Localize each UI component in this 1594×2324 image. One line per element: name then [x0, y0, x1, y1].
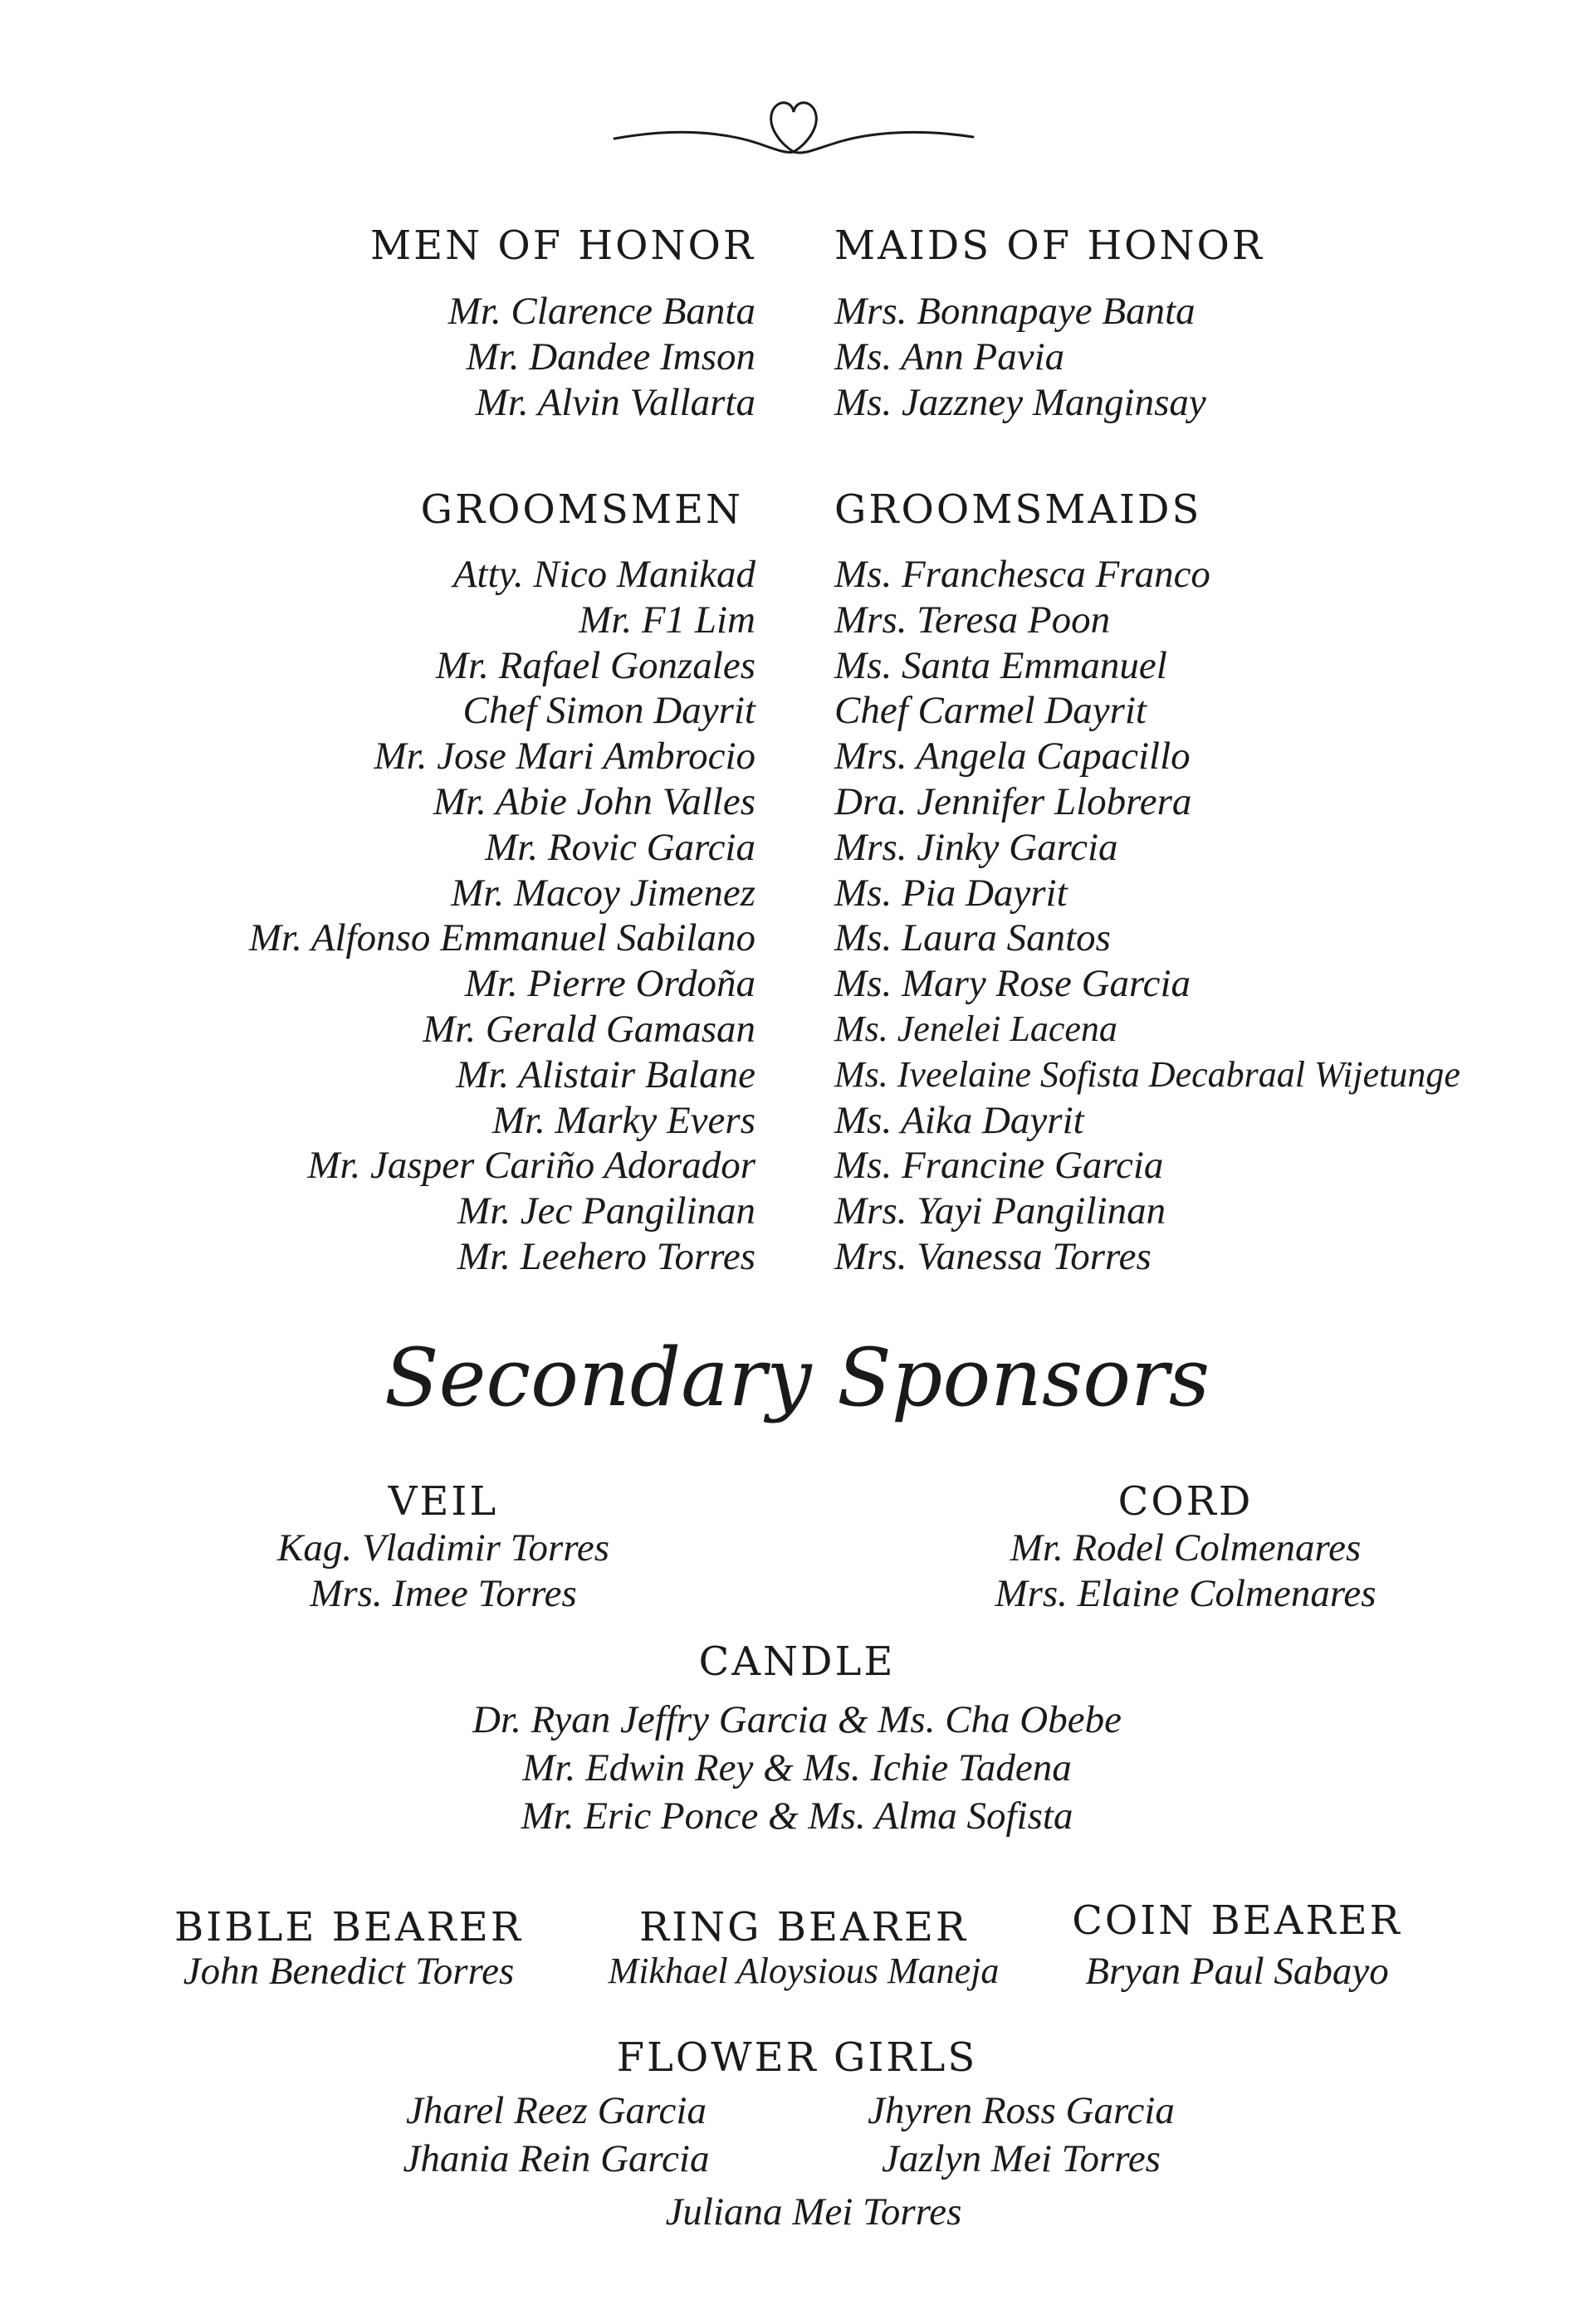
list-item: Ms. Mary Rose Garcia: [834, 962, 1191, 1006]
list-item: Mr. Alistair Balane: [456, 1052, 755, 1096]
list-item: Ms. Jazzney Manginsay: [834, 380, 1206, 424]
list-item: Mr. Abie John Valles: [433, 779, 755, 823]
heart-flourish-icon: [611, 79, 976, 170]
list-item: Dr. Ryan Jeffry Garcia & Ms. Cha Obebe: [472, 1698, 1122, 1741]
list-item: Jhyren Ross Garcia: [868, 2089, 1175, 2132]
list-item: Mr. Gerald Gamasan: [423, 1007, 755, 1051]
list-item: Mrs. Jinky Garcia: [834, 825, 1118, 869]
candle-list: [340, 1696, 1254, 1840]
men-of-honor-list: [166, 289, 755, 425]
list-item: Mrs. Elaine Colmenares: [995, 1571, 1376, 1615]
groomsmen-heading: GROOMSMEN: [420, 486, 743, 533]
list-item: Mr. Alvin Vallarta: [475, 380, 755, 424]
list-item: Mr. Rodel Colmenares: [1010, 1526, 1362, 1570]
list-item: Ms. Laura Santos: [834, 916, 1111, 960]
bible-bearer-heading: BIBLE BEARER: [174, 1904, 523, 1950]
list-item: Kag. Vladimir Torres: [276, 1526, 610, 1570]
list-item: Mr. Macoy Jimenez: [451, 871, 755, 915]
list-item: Mr. Leehero Torres: [457, 1234, 755, 1278]
maids-of-honor-list: [834, 289, 1565, 425]
list-item: Mr. Eric Ponce & Ms. Alma Sofista: [521, 1794, 1073, 1838]
list-item: Mr. Jec Pangilinan: [457, 1189, 755, 1233]
list-item: Mr. Marky Evers: [491, 1098, 755, 1142]
list-item: Ms. Pia Dayrit: [834, 871, 1068, 915]
cord-heading: CORD: [1117, 1478, 1254, 1525]
ring-bearer-heading: RING BEARER: [639, 1904, 968, 1950]
groomsmen-list: [83, 552, 755, 1280]
list-item: Ms. Ann Pavia: [834, 334, 1065, 378]
list-item: Mr. Rovic Garcia: [485, 825, 755, 869]
list-item: Mr. Clarence Banta: [447, 290, 755, 333]
list-item: Chef Carmel Dayrit: [834, 689, 1147, 733]
list-item: Ms. Aika Dayrit: [834, 1098, 1084, 1142]
list-item: Ms. Jenelei Lacena: [834, 1008, 1117, 1049]
list-item: Ms. Francine Garcia: [834, 1144, 1164, 1188]
list-item: Ms. Franchesca Franco: [834, 553, 1210, 596]
list-item: Mrs. Bonnapaye Banta: [834, 290, 1196, 333]
list-item: Mrs. Imee Torres: [310, 1571, 577, 1615]
list-item: Mrs. Teresa Poon: [834, 598, 1111, 642]
maids-of-honor-heading: MAIDS OF HONOR: [834, 222, 1265, 269]
coin-bearer-heading: COIN BEARER: [1072, 1897, 1402, 1944]
secondary-sponsors-title: [382, 1307, 1212, 1457]
list-item: Jharel Reez Garcia: [406, 2089, 707, 2132]
list-item: Mr. Rafael Gonzales: [435, 643, 755, 687]
list-item: Mr. Dandee Imson: [466, 334, 755, 378]
list-item: Ms. Santa Emmanuel: [834, 643, 1167, 687]
flower-girls-heading: FLOWER GIRLS: [616, 2034, 978, 2081]
flower-girls-right: [814, 2087, 1229, 2183]
list-item: Mr. Alfonso Emmanuel Sabilano: [248, 916, 755, 960]
list-item: Ms. Iveelaine Sofista Decabraal Wijetunge: [834, 1053, 1460, 1095]
cord-list: [895, 1526, 1476, 1617]
secondary-sponsors-title-text: Secondary Sponsors: [384, 1331, 1210, 1424]
list-item: Mr. Pierre Ordoña: [464, 962, 755, 1006]
veil-list: [153, 1526, 734, 1617]
veil-heading: VEIL: [388, 1478, 499, 1525]
coin-bearer-name: Bryan Paul Sabayo: [1085, 1950, 1389, 1993]
list-item: Dra. Jennifer Llobrera: [834, 779, 1192, 823]
groomsmaids-heading: GROOMSMAIDS: [834, 486, 1202, 533]
list-item: Mrs. Angela Capacillo: [834, 735, 1191, 779]
candle-heading: CANDLE: [698, 1638, 896, 1685]
list-item: Juliana Mei Torres: [665, 2190, 962, 2234]
list-item: Mrs. Yayi Pangilinan: [834, 1189, 1166, 1233]
list-item: Mrs. Vanessa Torres: [834, 1234, 1151, 1278]
list-item: Mr. Edwin Rey & Ms. Ichie Tadena: [522, 1746, 1072, 1789]
list-item: Mr. Jasper Cariño Adorador: [307, 1144, 755, 1188]
ring-bearer-name: Mikhael Aloysious Maneja: [608, 1950, 1000, 1991]
bible-bearer-name: John Benedict Torres: [183, 1950, 515, 1993]
flower-girls-left: [349, 2087, 764, 2183]
list-item: Mr. F1 Lim: [579, 598, 755, 642]
list-item: Jhania Rein Garcia: [403, 2137, 710, 2180]
list-item: Atty. Nico Manikad: [452, 553, 755, 596]
men-of-honor-heading: MEN OF HONOR: [369, 222, 755, 269]
list-item: Jazlyn Mei Torres: [882, 2137, 1161, 2180]
groomsmaids-list: [834, 552, 1582, 1280]
list-item: Mr. Jose Mari Ambrocio: [374, 735, 755, 779]
list-item: Chef Simon Dayrit: [462, 689, 755, 733]
